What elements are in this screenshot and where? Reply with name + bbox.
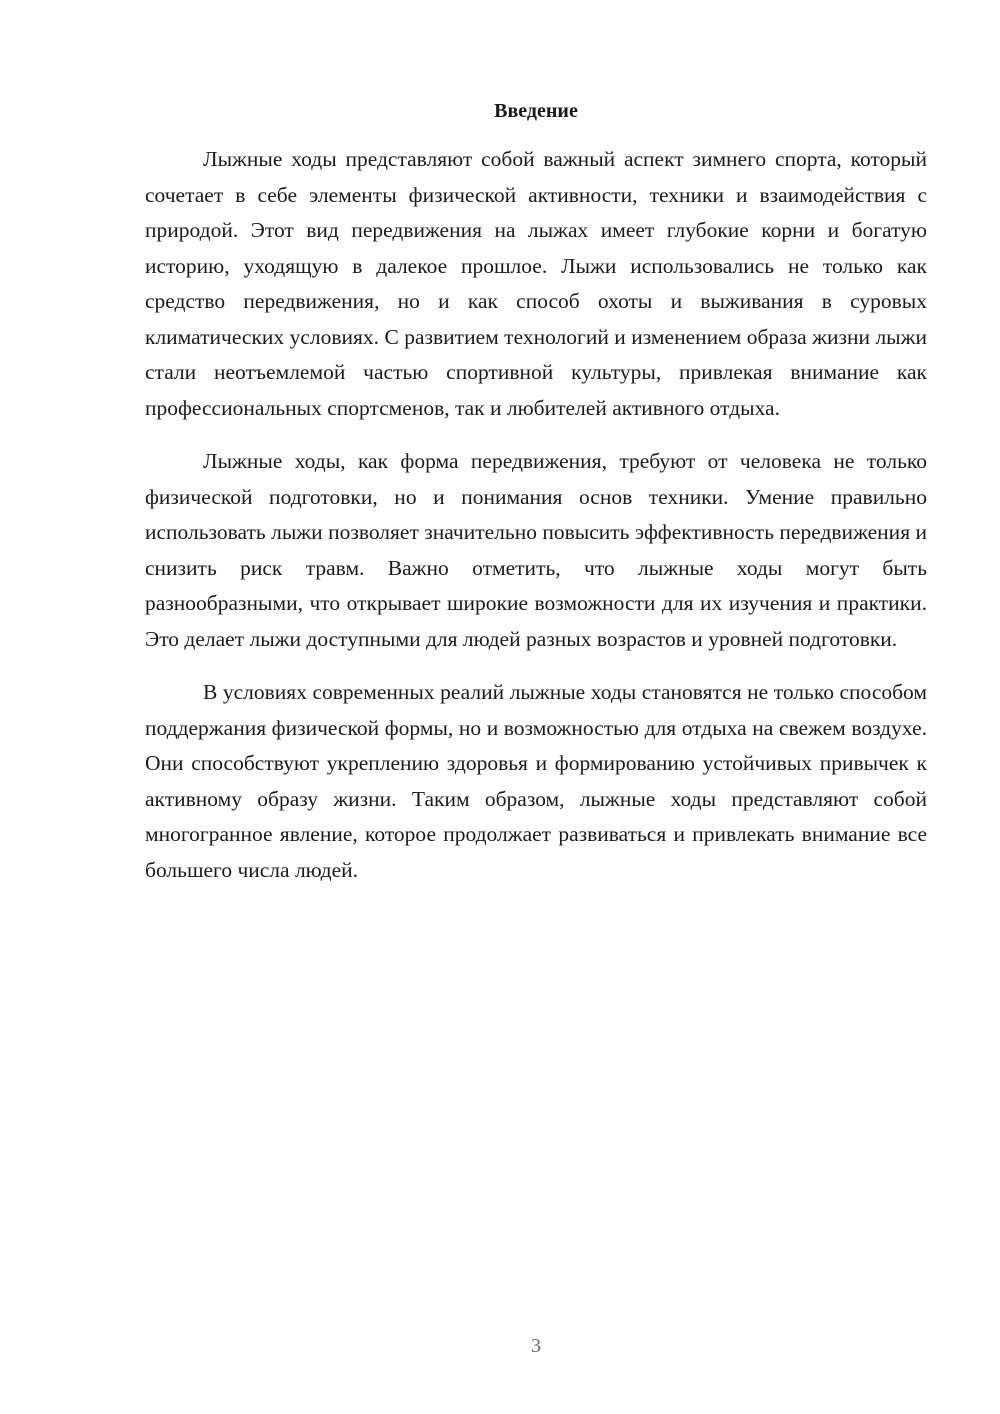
- page-number: 3: [531, 1335, 541, 1357]
- page-title: Введение: [494, 100, 578, 122]
- paragraph-1: Лыжные ходы представляют собой важный аспект зимнего спорта, который сочетает в себе элементы физической активности, техники и взаимодействия с природой. Этот вид передвижения на лыжах имеет глубокие корни и богатую историю, уходящую в далекое прошлое. Лыжи использовались не только как средство передвижения, но и как способ охоты и выживания в суровых климатических условиях. С развитием технологий и изменением образа жизни лыжи стали неотъемлемой частью спортивной культуры, привлекая внимание как профессиональных спортсменов, так и любителей активного отдыха.: [145, 147, 927, 420]
- paragraph-3: В условиях современных реалий лыжные ходы становятся не только способом поддержания физической формы, но и возможностью для отдыха на свежем воздухе. Они способствуют укреплению здоровья и формированию устойчивых привычек к активному образу жизни. Таким образом, лыжные ходы представляют собой многогранное явление, которое продолжает развиваться и привлекать внимание все большего числа людей.: [145, 680, 927, 882]
- paragraph-2: Лыжные ходы, как форма передвижения, требуют от человека не только физической подготовки, но и понимания основ техники. Умение правильно использовать лыжи позволяет значительно повысить эффективность передвижения и снизить риск травм. Важно отметить, что лыжные ходы могут быть разнообразными, что открывает широкие возможности для их изучения и практики. Это делает лыжи доступными для людей разных возрастов и уровней подготовки.: [145, 449, 927, 651]
- document-body: [145, 142, 927, 906]
